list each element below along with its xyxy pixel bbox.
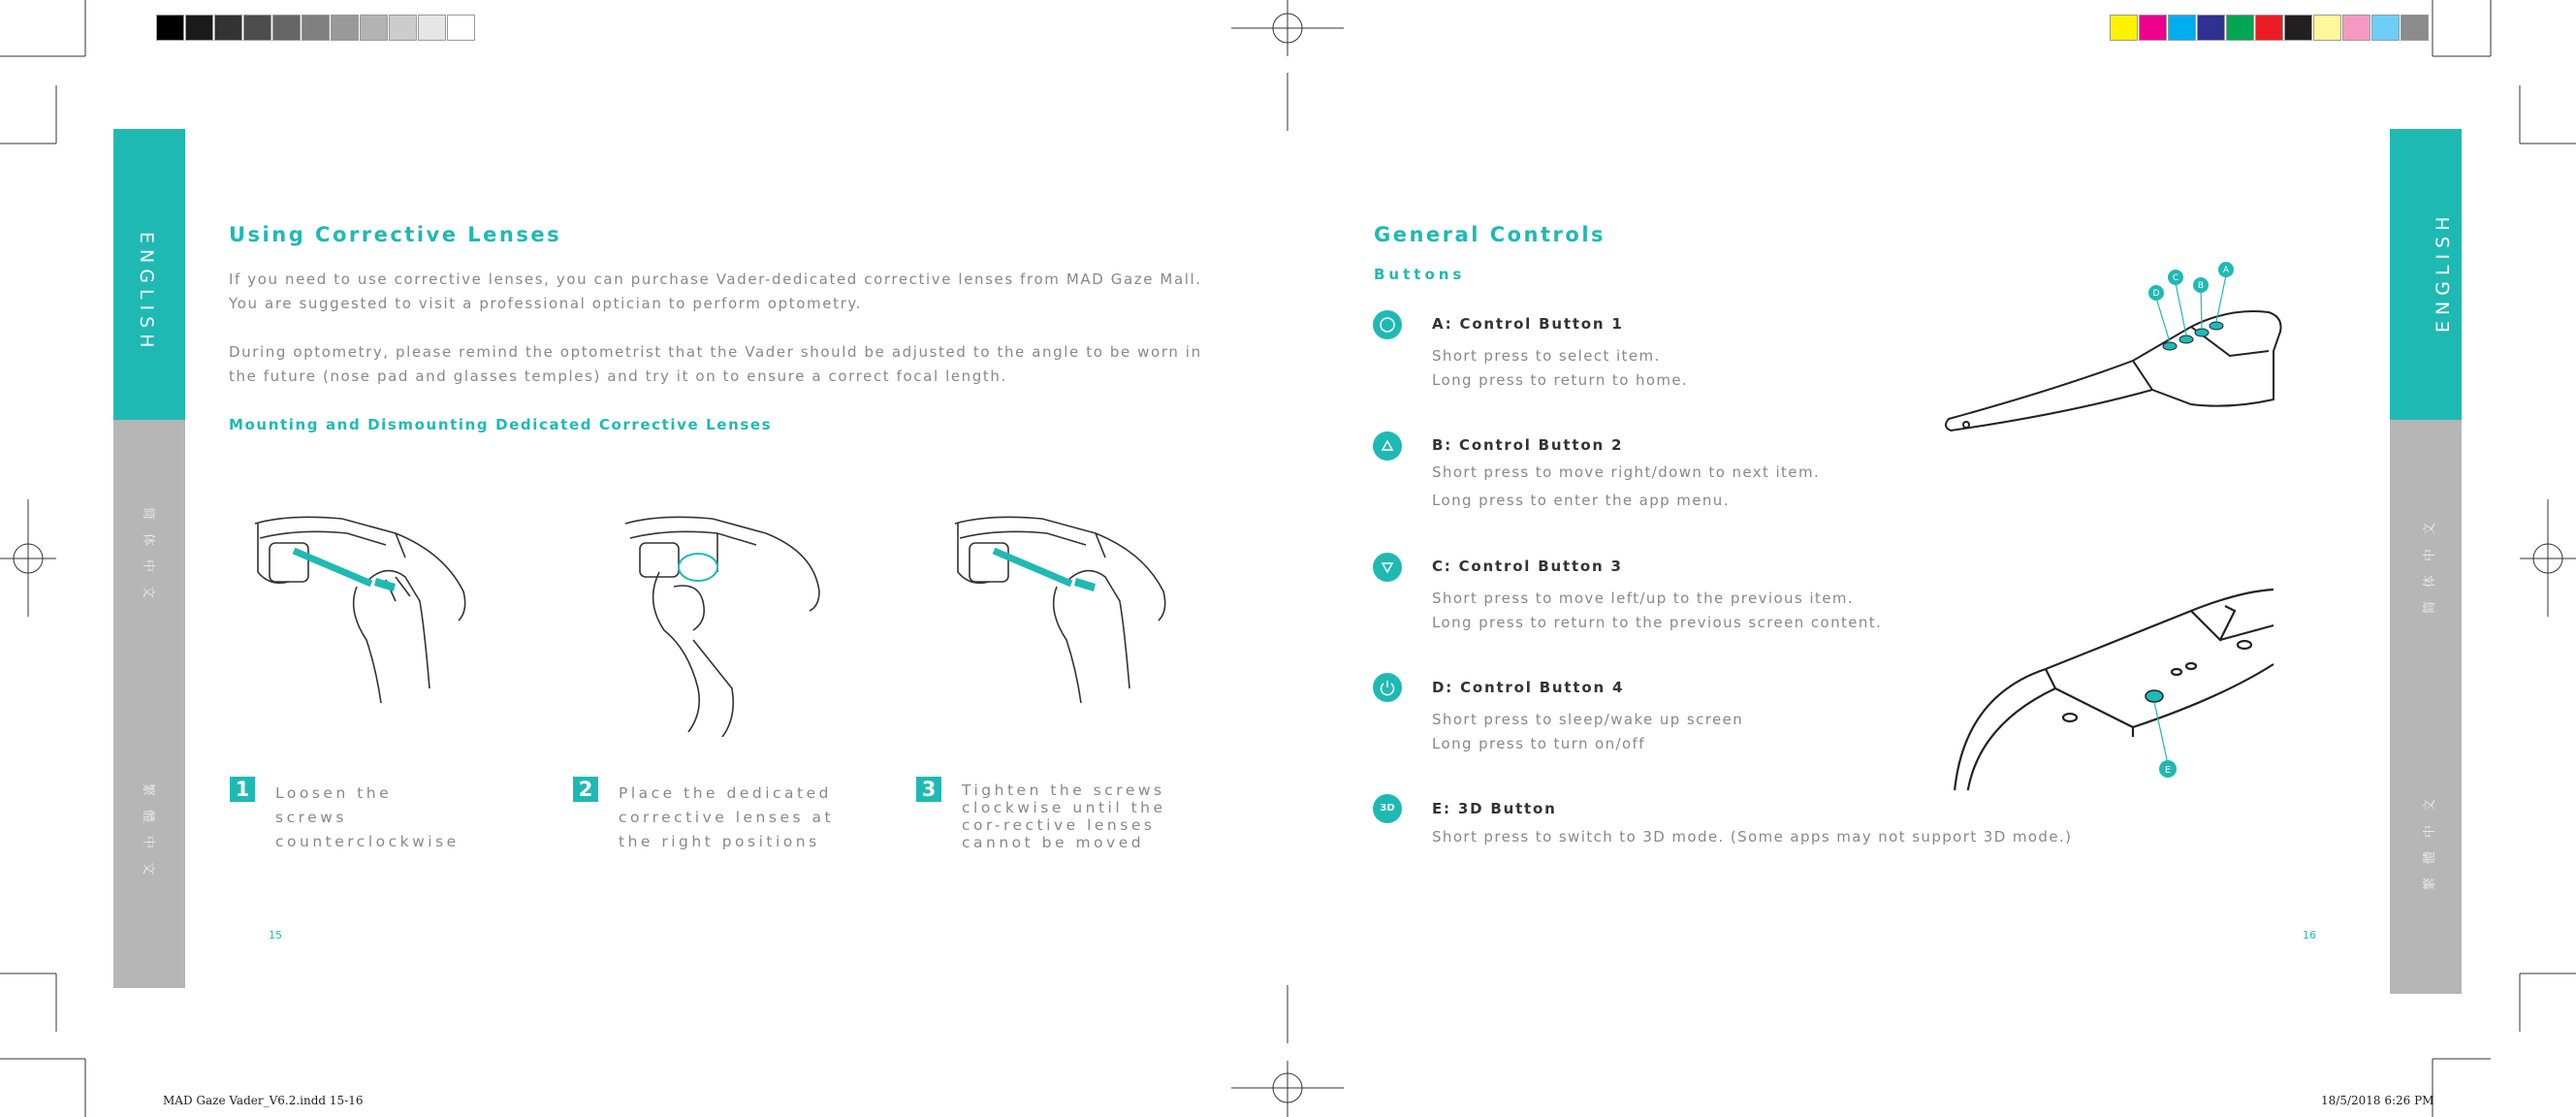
control-a-title: A: Control Button 1	[1432, 315, 1624, 333]
slug-date: 18/5/2018 6:26 PM	[2321, 1094, 2434, 1107]
color-swatch	[2342, 15, 2370, 41]
left-subheading: Mounting and Dismounting Dedicated Corrective Lenses	[229, 416, 773, 433]
gray-swatch	[360, 15, 388, 41]
left-para-2: During optometry, please remind the optometrist that the Vader should be adjusted to the angle to be worn in the future (nose pad and glasses temples) and try it on to ensure a correct focal length.	[229, 343, 1202, 385]
gray-swatch	[447, 15, 475, 41]
control-e-line-1: Short press to switch to 3D mode. (Some apps may not support 3D mode.)	[1432, 828, 2073, 846]
left-tab-traditional-label: 繁體中文	[141, 783, 155, 889]
3d-icon-label: 3D	[1380, 803, 1395, 814]
left-tab-simplified-label: 简体中文	[141, 507, 155, 613]
control-b-line-1: Short press to move right/down to next item.	[1432, 463, 1821, 481]
step-3-text: Tighten the screws clockwise until the cor-rective lenses cannot be moved	[962, 782, 1166, 851]
right-tab-english[interactable]	[2390, 129, 2462, 420]
right-subheading: Buttons	[1374, 266, 1466, 283]
color-swatch	[2401, 15, 2429, 41]
label-c: C	[2172, 273, 2179, 283]
gray-swatch	[331, 15, 359, 41]
right-page-number: 16	[2303, 929, 2316, 941]
step-2-number: 2	[573, 777, 598, 802]
right-tab-traditional[interactable]	[2390, 696, 2462, 994]
control-c-title: C: Control Button 3	[1432, 558, 1623, 575]
gray-swatch	[418, 15, 446, 41]
step-1-number: 1	[230, 777, 255, 802]
control-c-line-1: Short press to move left/up to the previous item.	[1432, 590, 1855, 607]
left-page-title: Using Corrective Lenses	[229, 223, 562, 246]
step-1-illustration	[250, 495, 483, 708]
right-tab-simplified-label: 简体中文	[2423, 508, 2437, 614]
right-tab-traditional-label: 繁體中文	[2423, 784, 2437, 890]
power-icon	[1373, 673, 1402, 702]
control-b-line-2: Long press to enter the app menu.	[1432, 492, 1730, 509]
control-d-line-2: Long press to turn on/off	[1432, 735, 1645, 752]
gray-swatch	[243, 15, 271, 41]
step-3-illustration	[950, 495, 1183, 708]
step-1-text: Loosen the screws counterclockwise	[275, 784, 460, 850]
label-e: E	[2164, 765, 2172, 776]
slug-file: MAD Gaze Vader_V6.2.indd 15-16	[163, 1094, 364, 1107]
color-swatch	[2313, 15, 2341, 41]
gray-swatch	[214, 15, 242, 41]
control-c-line-2: Long press to return to the previous screen content.	[1432, 614, 1883, 631]
label-b: B	[2197, 281, 2205, 291]
label-a: A	[2222, 266, 2230, 275]
label-d: D	[2152, 289, 2160, 299]
left-tab-english-label: ENGLISH	[136, 232, 157, 354]
circle-icon	[1373, 310, 1402, 339]
color-swatch	[2110, 15, 2138, 41]
3d-icon	[1373, 794, 1402, 823]
control-e-title: E: 3D Button	[1432, 800, 1557, 817]
right-page-title: General Controls	[1374, 223, 1606, 246]
left-tab-traditional[interactable]	[113, 696, 185, 988]
right-tab-english-label: ENGLISH	[2433, 210, 2454, 333]
glasses-top-diagram	[1939, 254, 2288, 438]
step-3-number: 3	[916, 777, 941, 802]
color-swatch	[2139, 15, 2167, 41]
left-page-number: 15	[269, 929, 282, 941]
left-tab-english[interactable]	[113, 129, 185, 420]
gray-swatch	[156, 15, 184, 41]
control-d-title: D: Control Button 4	[1432, 679, 1625, 696]
glasses-bottom-diagram	[1949, 582, 2288, 790]
gray-swatch	[389, 15, 417, 41]
right-tab-simplified[interactable]	[2390, 420, 2462, 697]
color-swatch	[2168, 15, 2196, 41]
left-tab-simplified[interactable]	[113, 420, 185, 697]
control-a-line-1: Short press to select item.	[1432, 347, 1661, 365]
color-swatch	[2197, 15, 2225, 41]
step-2-text: Place the dedicated corrective lenses at the right positions	[619, 784, 835, 850]
gray-swatch	[272, 15, 301, 41]
color-swatch	[2371, 15, 2400, 41]
control-b-title: B: Control Button 2	[1432, 436, 1624, 454]
control-a-line-2: Long press to return to home.	[1432, 371, 1689, 389]
triangle-down-icon	[1373, 553, 1402, 582]
control-d-line-1: Short press to sleep/wake up screen	[1432, 711, 1744, 728]
gray-swatch	[185, 15, 213, 41]
step-2-illustration	[620, 495, 834, 737]
triangle-up-icon	[1373, 431, 1402, 461]
color-swatch	[2284, 15, 2312, 41]
color-swatch	[2226, 15, 2254, 41]
gray-swatch	[302, 15, 330, 41]
color-swatch	[2255, 15, 2283, 41]
left-para-1: If you need to use corrective lenses, you can purchase Vader-dedicated corrective lenses from MAD Gaze Mall. You are suggested to visit a professional optician to perform optometry.	[229, 271, 1202, 312]
